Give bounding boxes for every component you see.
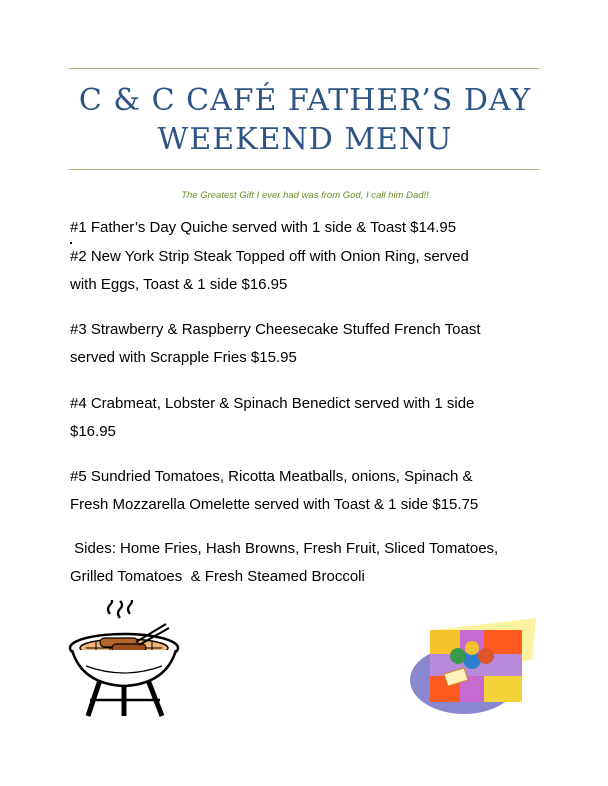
menu-item-5 (70, 463, 550, 519)
menu-item-3-line-1: #3 Strawberry & Raspberry Cheesecake Stuffed French Toast (70, 321, 481, 338)
gift-box-clipart-icon (410, 616, 540, 718)
menu-item-3 (70, 316, 550, 372)
menu-item-5-line-1: #5 Sundried Tomatoes, Ricotta Meatballs, onions, Spinach & (70, 468, 473, 485)
menu-item-4 (70, 390, 550, 446)
menu-item-2-line-2: with Eggs, Toast & 1 side $16.95 (70, 276, 288, 293)
menu-item-4-line-2: $16.95 (70, 423, 116, 440)
sides-list (70, 535, 550, 591)
sides-line-2: Grilled Tomatoes & Fresh Steamed Broccoli (70, 568, 365, 585)
menu-item-5-line-2: Fresh Mozzarella Omelette served with Toast & 1 side $15.75 (70, 496, 479, 513)
menu-item-4-line-1: #4 Crabmeat, Lobster & Spinach Benedict served with 1 side (70, 395, 475, 412)
menu-item-2 (70, 243, 550, 299)
sides-line-1: Sides: Home Fries, Hash Browns, Fresh Fruit, Sliced Tomatoes, (70, 540, 499, 557)
menu-title-line-2: WEEKEND MENU (157, 122, 453, 157)
menu-title-line-1: C & C CAFÉ FATHER’S DAY (78, 83, 532, 118)
grill-clipart-icon (66, 600, 186, 718)
menu-item-3-line-2: served with Scrapple Fries $15.95 (70, 349, 297, 366)
menu-item-2-line-1: #2 New York Strip Steak Topped off with Onion Ring, served (70, 248, 469, 265)
bottom-divider (69, 169, 539, 170)
menu-item-1 (70, 214, 550, 242)
menu-item-1-line-1: #1 Father’s Day Quiche served with 1 side & Toast $14.95 (70, 219, 457, 236)
tagline: The Greatest Gift I ever had was from God, I call him Dad!! (181, 190, 429, 201)
top-divider (69, 68, 539, 69)
